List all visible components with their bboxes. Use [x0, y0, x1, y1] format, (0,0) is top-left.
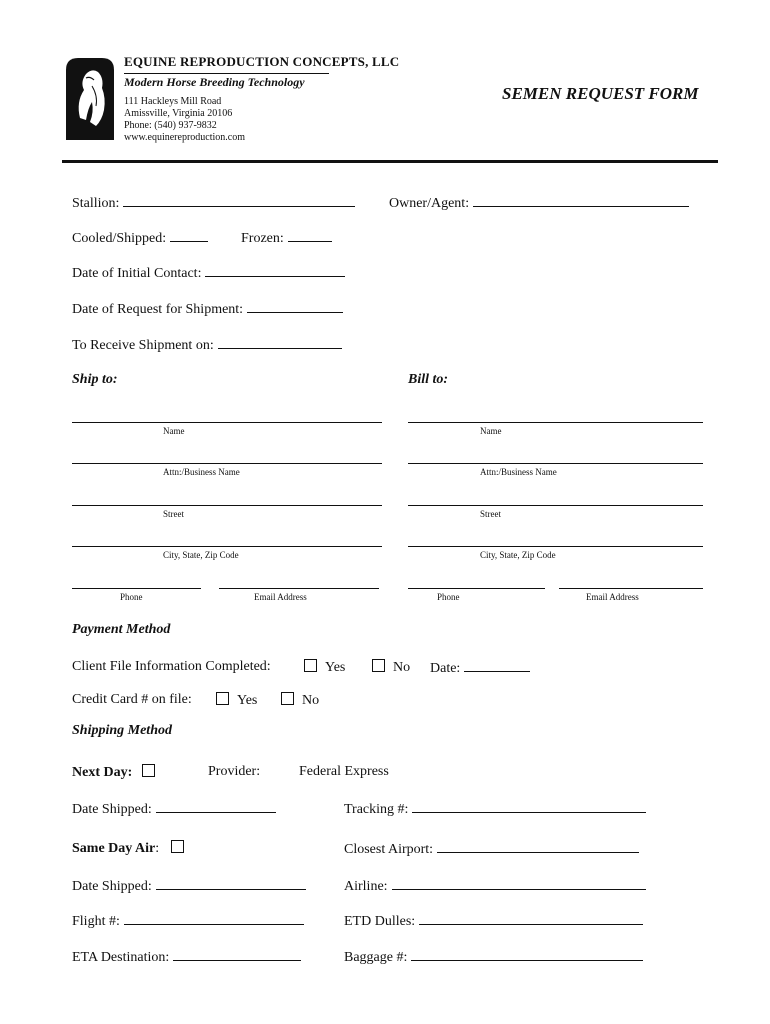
bill-to-email-caption: Email Address [586, 592, 639, 602]
client-file-row [72, 659, 271, 675]
flight-field[interactable] [124, 912, 304, 925]
next-day-label: Next Day: [72, 765, 133, 780]
stallion-row [72, 194, 355, 212]
ship-to-email-field[interactable] [219, 588, 379, 589]
same-day-air-checkbox[interactable] [171, 840, 184, 853]
client-file-date-field[interactable] [464, 659, 530, 672]
same-day-air-label: Same Day Air [72, 841, 156, 856]
client-file-yes-option[interactable] [304, 659, 345, 676]
yes-label: Yes [325, 660, 346, 675]
logo-rule [124, 73, 329, 74]
bill-to-city-caption: City, State, Zip Code [480, 550, 556, 560]
bill-to-name-field[interactable] [408, 422, 703, 423]
stallion-field[interactable] [123, 194, 355, 207]
cooled-shipped-field[interactable] [170, 229, 208, 242]
eta-label: ETA Destination: [72, 950, 170, 965]
flight-row [72, 912, 304, 930]
payment-method-heading: Payment Method [72, 622, 171, 637]
ship-to-name-caption: Name [163, 426, 185, 436]
website-line: www.equinereproduction.com [124, 132, 245, 143]
company-name: EQUINE REPRODUCTION CONCEPTS, LLC [124, 54, 400, 69]
credit-card-yes-checkbox[interactable] [216, 692, 229, 705]
bill-to-attn-caption: Attn:/Business Name [480, 467, 557, 477]
closest-airport-field[interactable] [437, 840, 639, 853]
same-day-date-shipped-row [72, 877, 306, 895]
credit-card-no-option[interactable] [281, 692, 319, 709]
client-file-label: Client File Information Completed: [72, 659, 271, 674]
bill-to-street-field[interactable] [408, 505, 703, 506]
owner-agent-label: Owner/Agent: [389, 196, 470, 211]
shipping-method-heading: Shipping Method [72, 723, 172, 738]
ship-to-attn-caption: Attn:/Business Name [163, 467, 240, 477]
credit-card-label: Credit Card # on file: [72, 692, 192, 707]
airline-row [344, 877, 646, 895]
date-label: Date: [430, 661, 461, 676]
receive-shipment-row [72, 336, 342, 354]
baggage-row [344, 948, 643, 966]
client-file-date-row [430, 659, 530, 677]
stallion-label: Stallion: [72, 196, 120, 211]
form-title: SEMEN REQUEST FORM [502, 84, 699, 103]
ship-to-heading: Ship to: [72, 372, 118, 387]
bill-to-street-caption: Street [480, 509, 501, 519]
ship-to-street-caption: Street [163, 509, 184, 519]
address-line: 111 Hackleys Mill Road [124, 96, 222, 107]
horse-head-logo-icon [62, 56, 116, 140]
tracking-label: Tracking #: [344, 802, 409, 817]
bill-to-phone-caption: Phone [437, 592, 460, 602]
ship-to-email-caption: Email Address [254, 592, 307, 602]
bill-to-email-field[interactable] [559, 588, 703, 589]
client-file-no-checkbox[interactable] [372, 659, 385, 672]
date-shipped-row [72, 800, 276, 818]
airline-field[interactable] [392, 877, 646, 890]
credit-card-row [72, 692, 192, 708]
bill-to-name-caption: Name [480, 426, 502, 436]
next-day-checkbox[interactable] [142, 764, 155, 777]
client-file-yes-checkbox[interactable] [304, 659, 317, 672]
receive-shipment-field[interactable] [218, 336, 342, 349]
bill-to-city-field[interactable] [408, 546, 703, 547]
provider-value: Federal Express [299, 764, 389, 779]
tracking-field[interactable] [412, 800, 646, 813]
initial-contact-row [72, 264, 345, 282]
eta-destination-field[interactable] [173, 948, 301, 961]
ship-to-name-field[interactable] [72, 422, 382, 423]
initial-contact-field[interactable] [205, 264, 345, 277]
etd-dulles-field[interactable] [419, 912, 643, 925]
closest-airport-label: Closest Airport: [344, 842, 434, 857]
ship-to-street-field[interactable] [72, 505, 382, 506]
company-logo [62, 56, 116, 140]
company-tagline: Modern Horse Breeding Technology [124, 75, 305, 89]
address-line: Amissville, Virginia 20106 [124, 108, 233, 119]
header-divider [62, 160, 718, 163]
client-file-no-option[interactable] [372, 659, 410, 676]
initial-contact-label: Date of Initial Contact: [72, 266, 202, 281]
bill-to-attn-field[interactable] [408, 463, 703, 464]
request-shipment-label: Date of Request for Shipment: [72, 302, 244, 317]
request-shipment-field[interactable] [247, 300, 343, 313]
next-day-date-shipped-field[interactable] [156, 800, 276, 813]
receive-shipment-label: To Receive Shipment on: [72, 338, 214, 353]
baggage-field[interactable] [411, 948, 643, 961]
same-day-date-shipped-field[interactable] [156, 877, 306, 890]
closest-airport-row [344, 840, 639, 858]
credit-card-no-checkbox[interactable] [281, 692, 294, 705]
ship-to-phone-caption: Phone [120, 592, 143, 602]
ship-to-phone-field[interactable] [72, 588, 201, 589]
same-day-air-row: Same Day Air: [72, 840, 192, 857]
etd-label: ETD Dulles: [344, 914, 416, 929]
ship-to-city-caption: City, State, Zip Code [163, 550, 239, 560]
next-day-row [72, 764, 163, 781]
ship-to-city-field[interactable] [72, 546, 382, 547]
cooled-shipped-row [72, 229, 208, 247]
provider-label: Provider: [208, 764, 261, 779]
owner-agent-field[interactable] [473, 194, 689, 207]
bill-to-heading: Bill to: [408, 372, 449, 387]
etd-row [344, 912, 643, 930]
airline-label: Airline: [344, 879, 388, 894]
owner-agent-row [389, 194, 689, 212]
no-label: No [302, 693, 320, 708]
ship-to-attn-field[interactable] [72, 463, 382, 464]
date-shipped-label: Date Shipped: [72, 879, 152, 894]
eta-row [72, 948, 301, 966]
cooled-shipped-label: Cooled/Shipped: [72, 231, 167, 246]
frozen-row [241, 229, 332, 247]
yes-label: Yes [237, 693, 258, 708]
no-label: No [393, 660, 411, 675]
frozen-field[interactable] [288, 229, 332, 242]
bill-to-phone-field[interactable] [408, 588, 545, 589]
phone-line: Phone: (540) 937-9832 [124, 120, 217, 131]
date-shipped-label: Date Shipped: [72, 802, 152, 817]
request-shipment-row [72, 300, 343, 318]
baggage-label: Baggage #: [344, 950, 408, 965]
frozen-label: Frozen: [241, 231, 284, 246]
flight-label: Flight #: [72, 914, 120, 929]
tracking-row [344, 800, 646, 818]
credit-card-yes-option[interactable] [216, 692, 257, 709]
